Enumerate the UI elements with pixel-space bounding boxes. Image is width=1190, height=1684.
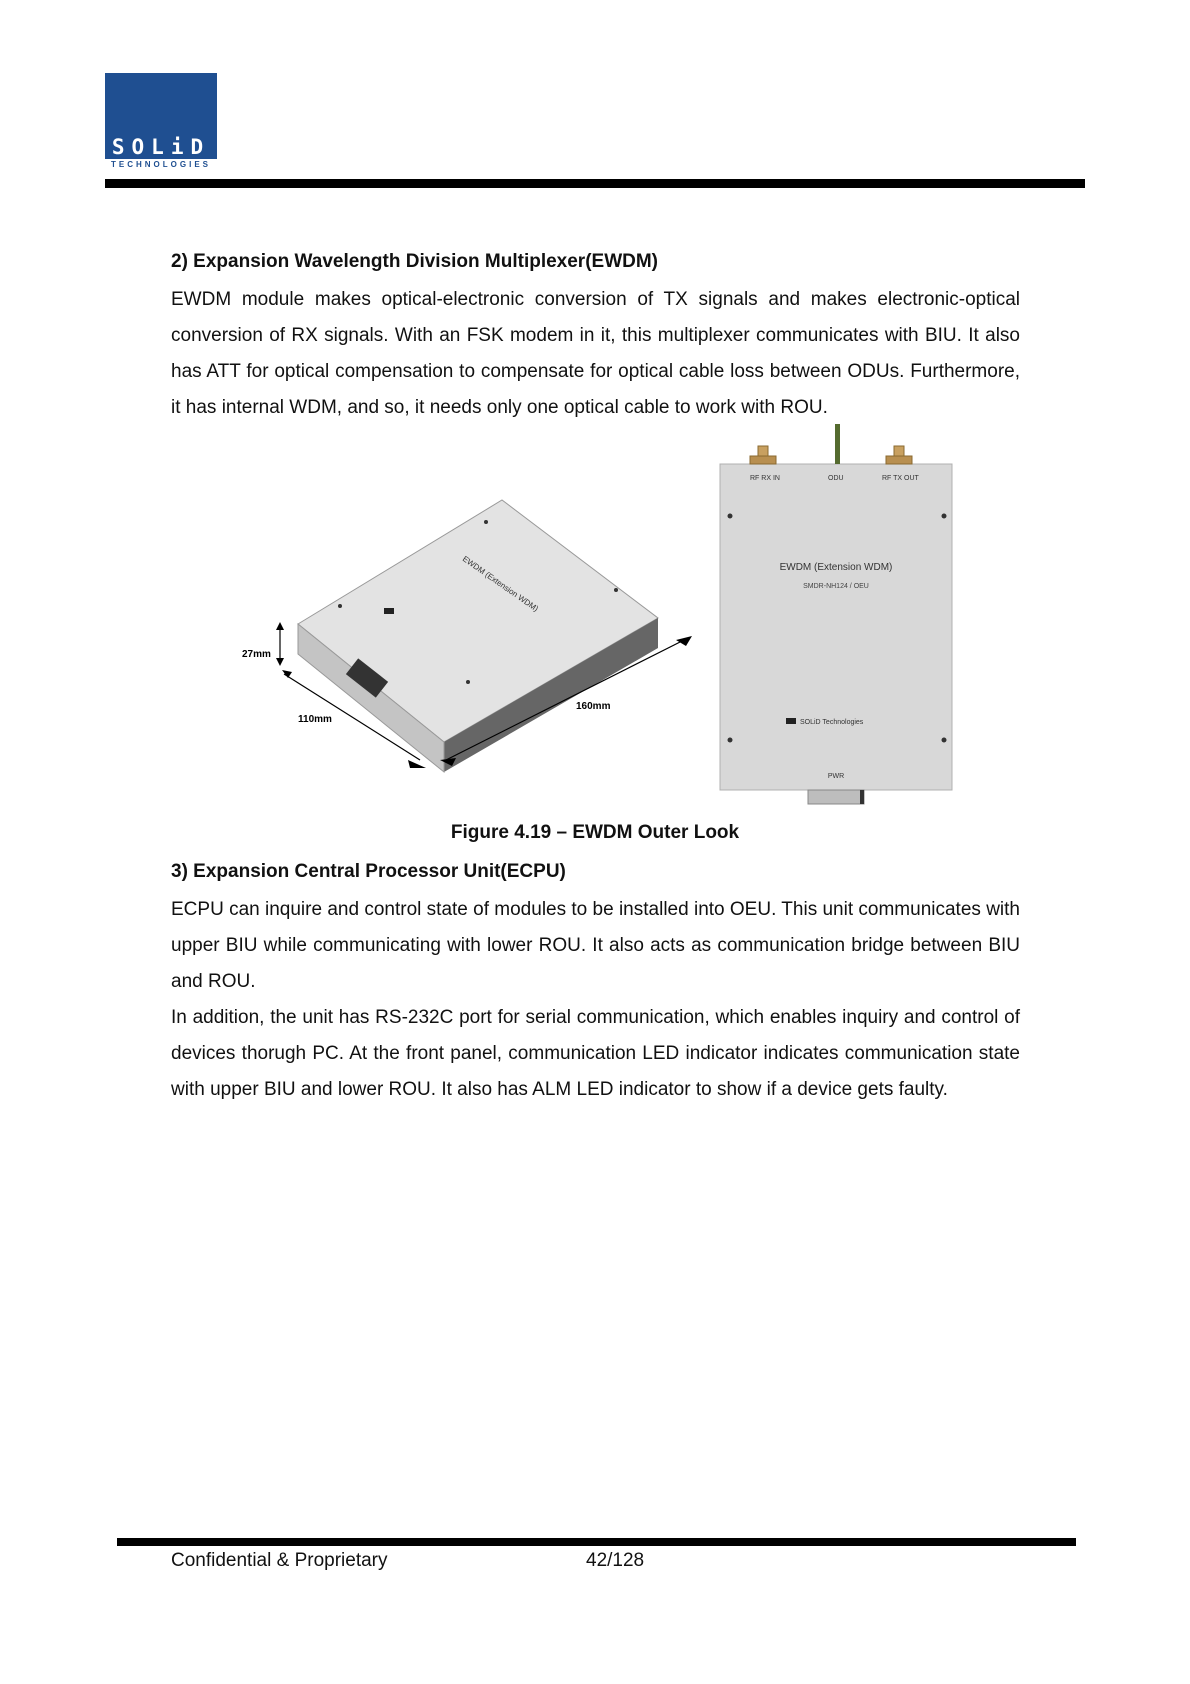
section-ewdm xyxy=(171,250,1020,426)
port-rx-label: RF RX IN xyxy=(750,475,780,482)
section-paragraph-2: In addition, the unit has RS-232C port for serial communication, which enables inquiry and control of devices thorugh PC. At the front panel, communication LED indicator indicates communication state with upper BIU and lower ROU. It also has ALM LED indicator to show if a device gets faulty. xyxy=(171,1007,1020,1100)
logo-brand-text: SOLiD xyxy=(111,135,211,159)
header-rule xyxy=(105,179,1085,188)
dim-width-label: 110mm xyxy=(298,714,332,725)
svg-text:EWDM (Extension WDM): EWDM (Extension WDM) xyxy=(460,554,540,614)
footer-confidential: Confidential & Proprietary xyxy=(171,1550,388,1571)
ewdm-isometric-view xyxy=(242,500,692,772)
dim-height-label: 27mm xyxy=(242,649,271,660)
logo-subtext: TECHNOLOGIES xyxy=(105,159,217,171)
figure-caption: Figure 4.19 – EWDM Outer Look xyxy=(450,822,740,843)
section-ecpu xyxy=(171,860,1020,1108)
section-paragraph-1: ECPU can inquire and control state of modules to be installed into OEU. This unit communicates with upper BIU while communicating with lower ROU. It also acts as communication bridge between BIU and ROU. xyxy=(171,899,1020,992)
front-brand: SOLiD Technologies xyxy=(800,719,864,726)
solid-logo xyxy=(105,73,217,171)
front-pwr-label: PWR xyxy=(827,773,845,780)
ewdm-front-view xyxy=(720,424,952,804)
front-title: EWDM (Extension WDM) xyxy=(779,562,893,573)
page-number: 42/128 xyxy=(586,1550,645,1571)
dim-length-label: 160mm xyxy=(576,701,611,712)
section-heading: 3) Expansion Central Processor Unit(ECPU) xyxy=(171,861,566,882)
section-paragraph: EWDM module makes optical-electronic conversion of TX signals and makes electronic-optical conversion of RX signals. With an FSK modem in it, this multiplexer communicates with BIU. It also has ATT for optical compensation to compensate for optical cable loss between ODUs. Furthermore, it has internal WDM, and so, it needs only one optical cable to work with ROU. xyxy=(171,289,1020,418)
port-odu-label: ODU xyxy=(828,475,844,482)
footer-rule xyxy=(117,1538,1076,1546)
port-tx-label: RF TX OUT xyxy=(882,475,919,482)
section-heading: 2) Expansion Wavelength Division Multiplexer(EWDM) xyxy=(171,251,659,272)
front-model: SMDR-NH124 / OEU xyxy=(803,583,869,590)
ewdm-figure xyxy=(230,420,960,810)
